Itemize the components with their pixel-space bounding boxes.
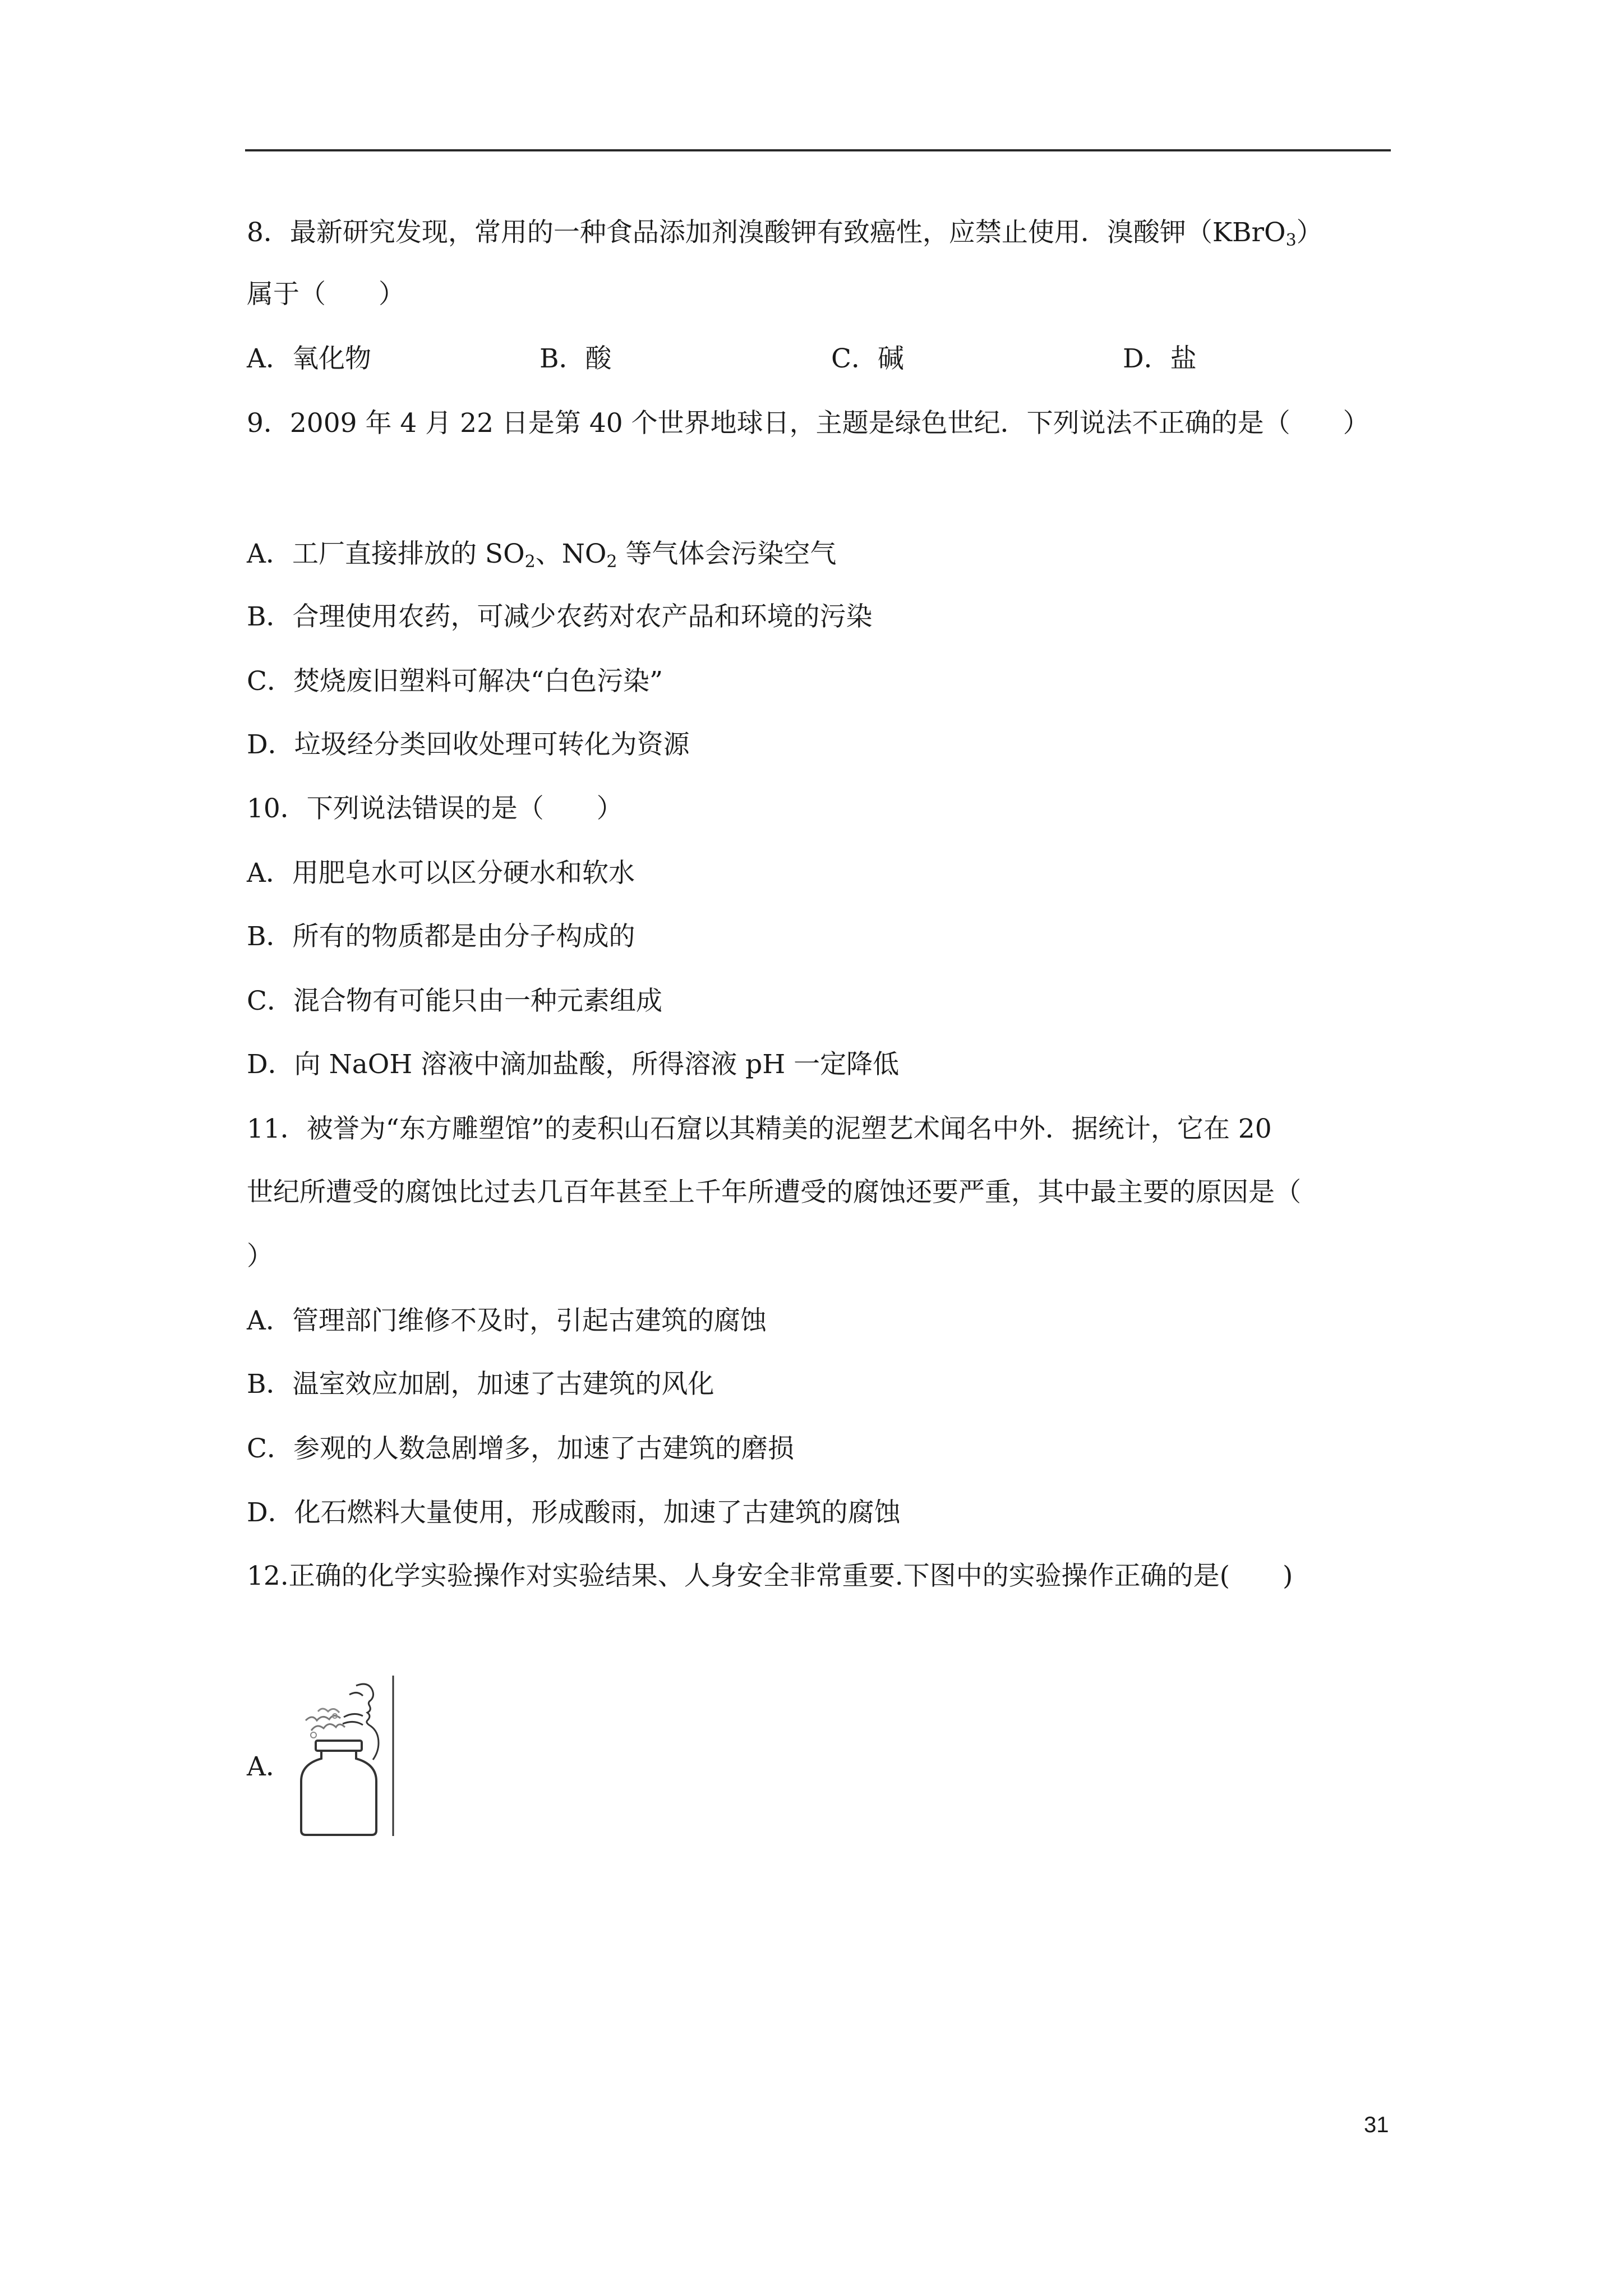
q10-option-a: A．用肥皂水可以区分硬水和软水 — [247, 858, 635, 889]
q10-stem: 10．下列说法错误的是（ ） — [247, 793, 623, 824]
q9-option-b: B．合理使用农药，可减少农药对农产品和环境的污染 — [247, 601, 873, 632]
q10-option-b: B．所有的物质都是由分子构成的 — [247, 921, 635, 952]
q8-stem-line1: 8．最新研究发现，常用的一种食品添加剂溴酸钾有致癌性，应禁止使用．溴酸钾（KBrO$_3$） — [247, 217, 1323, 250]
q10-option-d: D．向 NaOH 溶液中滴加盐酸，所得溶液 pH 一定降低 — [247, 1049, 900, 1080]
q8-option-d: D．盐 — [1123, 343, 1197, 374]
q9-option-a: A．工厂直接排放的 $SO_2$、$NO_2$ 等气体会污染空气 — [247, 539, 837, 572]
q8-stem-line2: 属于（ ） — [247, 279, 405, 310]
q11-option-b: B．温室效应加剧，加速了古建筑的风化 — [247, 1369, 714, 1400]
q8-option-a: A．氧化物 — [247, 343, 371, 374]
q9-stem: 9．2009 年 4 月 22 日是第 40 个世界地球日，主题是绿色世纪．下列说法不正确的是（ ） — [247, 408, 1370, 439]
q8-option-b: B．酸 — [540, 343, 612, 374]
q12-option-a-label: A． — [247, 1751, 292, 1782]
header-rule — [245, 149, 1391, 151]
q9-option-d: D．垃圾经分类回收处理可转化为资源 — [247, 729, 690, 760]
q11-option-d: D．化石燃料大量使用，形成酸雨，加速了古建筑的腐蚀 — [247, 1497, 901, 1528]
page-number: 31 — [1364, 2113, 1389, 2137]
q10-option-c: C．混合物有可能只由一种元素组成 — [247, 986, 662, 1016]
q11-stem-line3: ） — [247, 1241, 273, 1272]
q9-option-c: C．焚烧废旧塑料可解决“白色污染” — [247, 666, 663, 697]
smelling-gas-bottle-figure — [289, 1674, 395, 1837]
q11-stem-line1: 11．被誉为“东方雕塑馆”的麦积山石窟以其精美的泥塑艺术闻名中外．据统计，它在 20 — [247, 1114, 1272, 1144]
q11-option-c: C．参观的人数急剧增多，加速了古建筑的磨损 — [247, 1433, 794, 1464]
q11-option-a: A．管理部门维修不及时，引起古建筑的腐蚀 — [247, 1305, 767, 1336]
q12-stem: 12.正确的化学实验操作对实验结果、人身安全非常重要.下图中的实验操作正确的是( ) — [247, 1561, 1293, 1591]
q11-stem-line2: 世纪所遭受的腐蚀比过去几百年甚至上千年所遭受的腐蚀还要严重，其中最主要的原因是（ — [247, 1177, 1301, 1208]
q8-option-c: C．碱 — [831, 343, 904, 374]
